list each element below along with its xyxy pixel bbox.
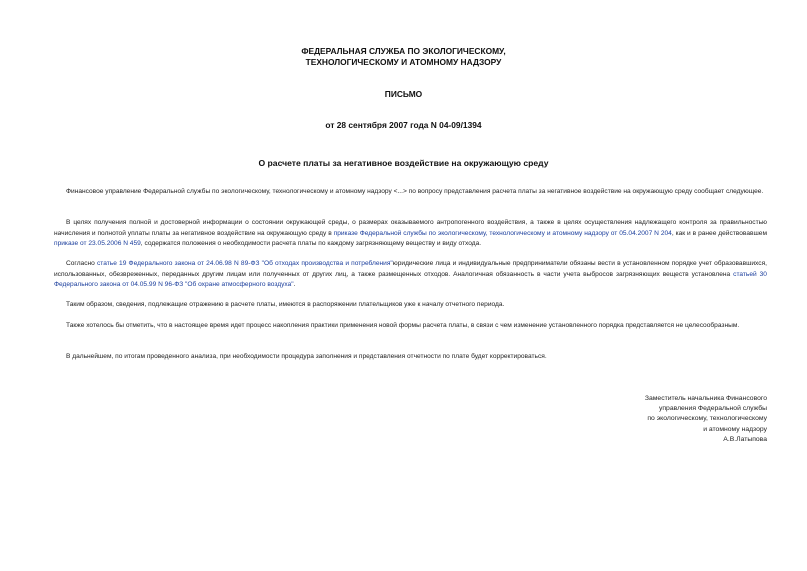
paragraph-2-part-c: , содержатся положения о необходимости расчета платы по каждому загрязняющему веществу и виду отхода.	[140, 240, 482, 247]
law-89fz-article-19-link[interactable]: статье 19 Федерального закона от 24.06.98 N 89-ФЗ "Об отходах производства и потребления"	[96, 260, 393, 267]
order-459-link[interactable]: приказе от 23.05.2006 N 459	[54, 240, 141, 247]
paragraph-5-text: Также хотелось бы отметить, что в настоящее время идет процесс накопления практики применения новой формы расчета платы, в связи с чем изменение установленного порядка представляется не целесообразным.	[66, 322, 740, 329]
paragraph-3-text	[54, 259, 767, 291]
signature-name: А.В.Латыпова	[723, 435, 767, 443]
paragraph-3-part-b: юридические лица и индивидуальные предприниматели обязаны вести в установленном порядке учет образовавшихся, использованных, обезвреженных, переданных другим лицам или полученных от других лиц, а также размещенных отходов. Аналогичная обязанность в части учета выбросов загрязняющих веществ установлена	[54, 260, 767, 278]
paragraph-3-part-c: .	[293, 281, 296, 288]
agency-line-2: ТЕХНОЛОГИЧЕСКОМУ И АТОМНОМУ НАДЗОРУ	[305, 57, 502, 67]
paragraph-4	[54, 300, 767, 311]
signature-line-4: и атомному надзору	[703, 425, 767, 433]
paragraph-4-text: Таким образом, сведения, подлежащие отражению в расчете платы, имеются в распоряжении плательщиков уже к началу отчетного периода.	[66, 301, 505, 308]
paragraph-1-text: Финансовое управление Федеральной службы по экологическому, технологическому и атомному надзору <...> по вопросу представления расчета платы за негативное воздействие на окружающую среду сообщает следующее.	[66, 188, 764, 195]
paragraph-2-part-a: В целях получения полной и достоверной информации о состоянии окружающей среды, о размерах оказываемого антропогенного воздействия, а также в целях осуществления надлежащего контроля за правильностью начисления и полнотой уплаты платы за негативное воздействие на окружающую среду в	[54, 219, 767, 237]
paragraph-6	[54, 352, 767, 363]
paragraph-2-text	[54, 218, 767, 250]
order-204-link[interactable]: приказе Федеральной службы по экологическому, технологическому и атомному надзору от 05.04.2007 N 204	[333, 229, 672, 237]
document-title: О расчете платы за негативное воздействие на окружающую среду	[258, 158, 549, 168]
paragraph-2	[54, 218, 767, 250]
signature-block	[567, 394, 767, 445]
agency-line-1: ФЕДЕРАЛЬНАЯ СЛУЖБА ПО ЭКОЛОГИЧЕСКОМУ,	[301, 46, 506, 56]
signature-line-1: Заместитель начальника Финансового	[644, 395, 767, 402]
paragraph-1	[54, 187, 767, 198]
signature-line-3: по экологическому, технологическому	[647, 415, 767, 423]
law-96fz-article-30-link[interactable]: статьей 30 Федерального закона от 04.05.99 N 96-ФЗ "Об охране атмосферного воздуха"	[54, 270, 767, 288]
paragraph-3-part-a: Согласно	[66, 260, 97, 267]
paragraph-3	[54, 259, 767, 291]
paragraph-6-text: В дальнейшем, по итогам проведенного анализа, при необходимости процедура заполнения и представления отчетности по плате будет корректироваться.	[66, 353, 547, 360]
paragraph-5	[54, 321, 767, 332]
document-date: от 28 сентября 2007 года N 04-09/1394	[325, 120, 482, 130]
signature-line-2: управления Федеральной службы	[658, 405, 767, 413]
paragraph-2-part-b: , как и в ранее действовавшем	[671, 229, 767, 237]
agency-name	[0, 46, 807, 68]
document-type: ПИСЬМО	[384, 89, 423, 99]
